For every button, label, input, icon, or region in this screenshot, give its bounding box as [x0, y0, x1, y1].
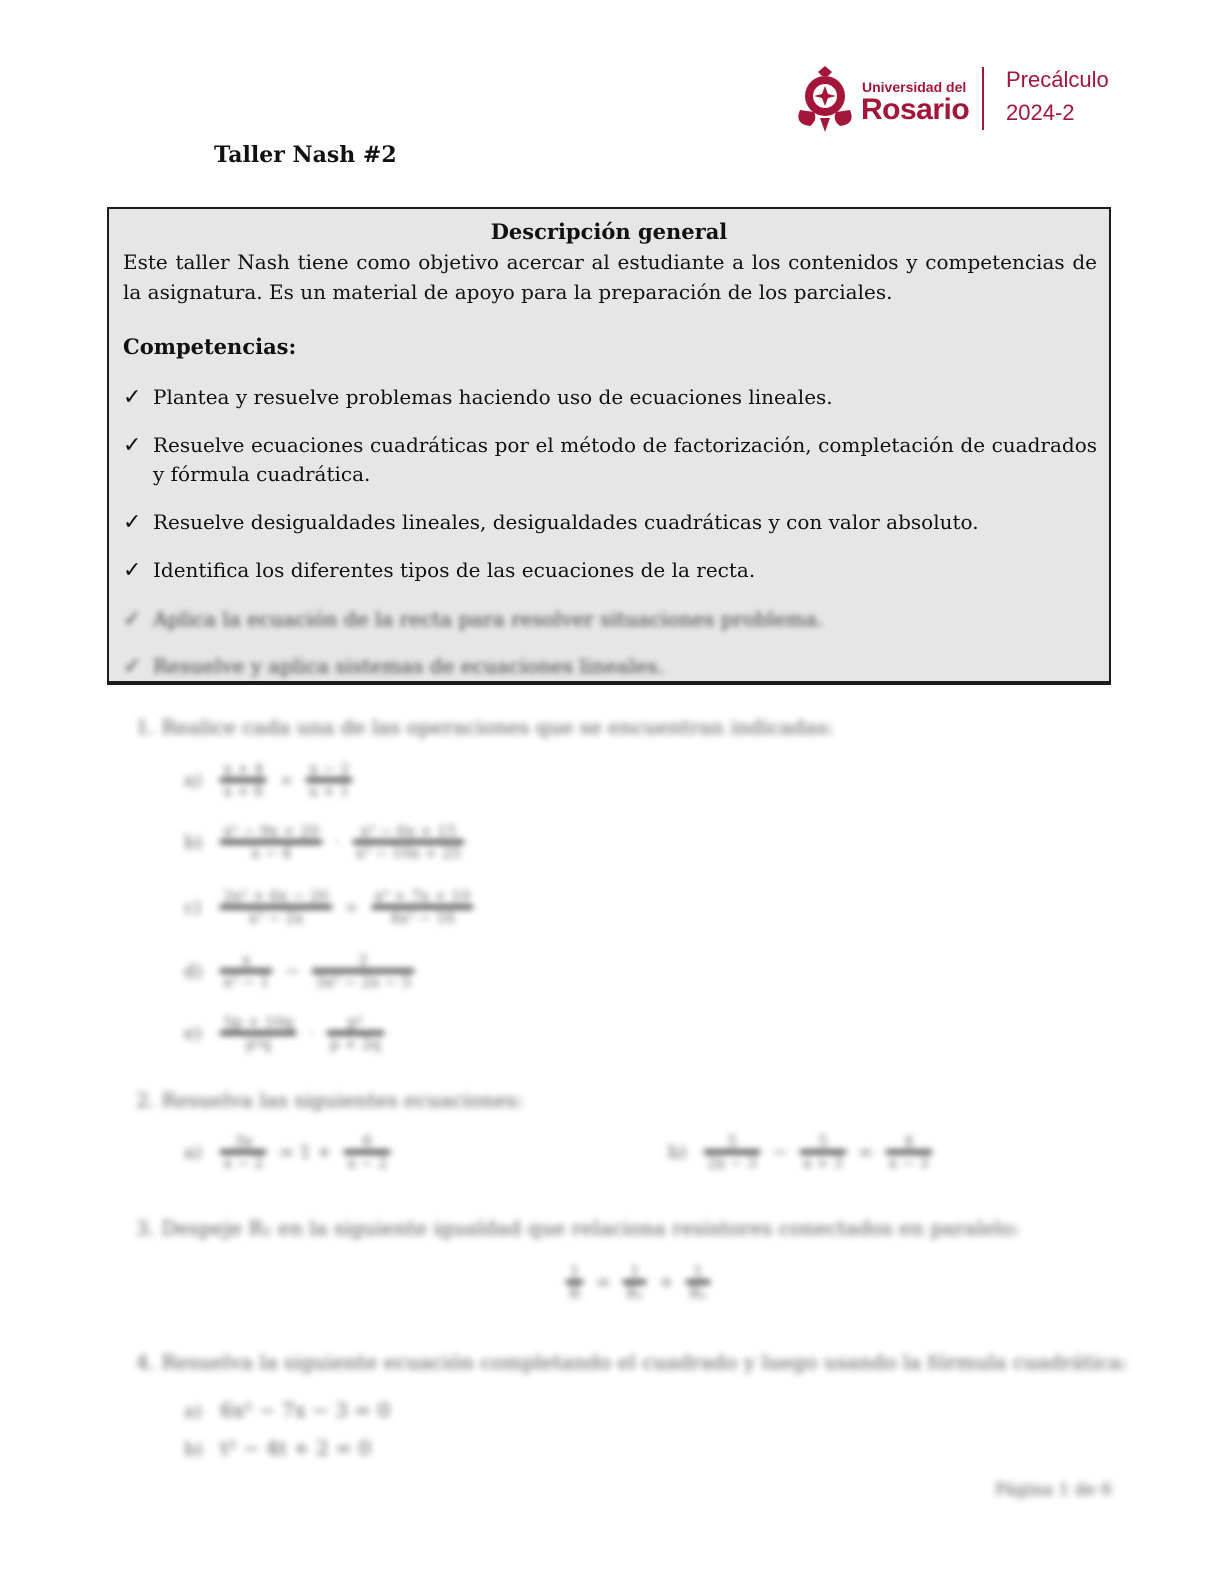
- numerator: x − 2: [309, 760, 350, 778]
- operator: = 1 +: [278, 1141, 332, 1163]
- numerator: 5: [727, 1132, 737, 1150]
- competencia-item: [123, 431, 1097, 489]
- operator: −: [772, 1141, 788, 1163]
- denominator: x² − 2x: [248, 909, 304, 927]
- operator: ÷: [278, 769, 294, 791]
- numerator: 1: [629, 1262, 640, 1280]
- fraction: [686, 1262, 709, 1302]
- problem-1b: [184, 822, 464, 862]
- description-heading: Descripción general: [490, 219, 728, 244]
- numerator: 3x: [234, 1132, 253, 1150]
- denominator: x² − 1: [223, 973, 270, 991]
- fraction: [220, 887, 331, 927]
- numerator: 6: [362, 1132, 373, 1150]
- competencia-text: Resuelve desigualdades lineales, desigualdades cuadráticas y con valor absoluto.: [153, 510, 979, 534]
- numerator: x² − 6x + 15: [360, 822, 457, 840]
- check-icon: ✓: [123, 607, 142, 632]
- denominator: p²q: [245, 1035, 271, 1053]
- expression: t² − 4t + 2 = 0: [220, 1436, 372, 1460]
- problem-1e: [184, 1013, 384, 1053]
- logo-text-top: Universidad del: [862, 79, 967, 95]
- numerator: x: [242, 951, 251, 969]
- check-icon: ✓: [123, 558, 142, 583]
- operator: ·: [334, 831, 341, 853]
- problem-1-statement: 1. Realice cada una de las operaciones que se encuentran indicadas:: [136, 715, 834, 739]
- item-label: b): [668, 1141, 687, 1163]
- competencia-text: Resuelve ecuaciones cuadráticas por el método de factorización, completación de cuadrados y fórmula cuadrática.: [153, 433, 1097, 486]
- numerator: x² + 7x + 10: [374, 887, 471, 905]
- rosario-shield-emblem-icon: [792, 66, 858, 132]
- competencia-text: Aplica la ecuación de la recta para resolver situaciones problema.: [153, 607, 824, 631]
- problem-2-statement: 2. Resuelva las siguientes ecuaciones:: [136, 1088, 524, 1112]
- item-label: d): [184, 960, 203, 982]
- fraction: [220, 1132, 266, 1172]
- fraction: [306, 760, 352, 800]
- item-label: b): [184, 831, 203, 853]
- numerator: x + 4: [223, 760, 264, 778]
- denominator: x − 2: [347, 1154, 388, 1172]
- problem-4b: [184, 1436, 371, 1460]
- denominator: x + 6: [223, 782, 264, 800]
- denominator: x + 3: [802, 1154, 843, 1172]
- fraction: [312, 951, 414, 991]
- competencia-item: [123, 652, 1097, 681]
- problem-1c: [184, 887, 473, 927]
- check-icon: ✓: [123, 385, 142, 410]
- header-divider: [982, 67, 984, 130]
- check-icon: ✓: [123, 654, 142, 679]
- course-term: 2024-2: [1006, 100, 1075, 125]
- problem-4a: [184, 1398, 390, 1422]
- university-logo: [792, 66, 970, 134]
- fraction: [800, 1132, 846, 1172]
- fraction: [372, 887, 474, 927]
- competencia-item: [123, 508, 1097, 537]
- problem-3-statement: 3. Despeje R₁ en la siguiente igualdad que relaciona resistores conectados en paralelo:: [136, 1216, 1020, 1240]
- competencia-item: [123, 556, 1097, 585]
- fraction: [704, 1132, 760, 1172]
- numerator: p²: [347, 1013, 363, 1031]
- numerator: 5p + 10q: [223, 1013, 294, 1031]
- operator: −: [284, 960, 300, 982]
- problem-1a: [184, 760, 352, 800]
- operator: ÷: [344, 896, 360, 918]
- denominator: x − 2: [223, 1154, 264, 1172]
- denominator: x² − 10x + 25: [355, 844, 461, 862]
- denominator: 4x² − 16: [389, 909, 455, 927]
- fraction: [886, 1132, 932, 1172]
- competencia-text: Resuelve y aplica sistemas de ecuaciones lineales.: [153, 654, 664, 678]
- item-label: c): [184, 896, 202, 918]
- item-label: a): [184, 769, 202, 791]
- denominator: x − 3: [888, 1154, 929, 1172]
- numerator: x² − 9x + 20: [223, 822, 320, 840]
- competencias-heading: Competencias:: [123, 334, 297, 359]
- denominator: 3x² − 2x − 5: [315, 973, 412, 991]
- description-box: [107, 207, 1111, 685]
- logo-text-main: Rosario: [861, 93, 970, 126]
- numerator: 4: [904, 1132, 914, 1150]
- numerator: 2x² + 6x − 20: [223, 887, 329, 905]
- check-icon: ✓: [123, 510, 142, 535]
- problem-4-statement: 4. Resuelva la siguiente ecuación completando el cuadrado y luego usando la fórmula cuadrática:: [136, 1350, 1128, 1374]
- denominator: x − 4: [251, 844, 292, 862]
- competencia-text: Plantea y resuelve problemas haciendo uso de ecuaciones lineales.: [153, 385, 833, 409]
- course-name: Precálculo: [1006, 67, 1109, 92]
- document-title: Taller Nash #2: [214, 142, 397, 168]
- competencia-text: Identifica los diferentes tipos de las ecuaciones de la recta.: [153, 558, 756, 582]
- denominator: R₁: [626, 1284, 644, 1302]
- fraction: [623, 1262, 646, 1302]
- denominator: R₂: [689, 1284, 707, 1302]
- numerator: 1: [693, 1262, 703, 1280]
- fraction: [353, 822, 464, 862]
- fraction: [344, 1132, 390, 1172]
- fraction: [220, 822, 322, 862]
- fraction: [220, 951, 272, 991]
- check-icon: ✓: [123, 433, 142, 458]
- competencia-item: [123, 605, 1097, 634]
- problem-2b: [668, 1132, 932, 1172]
- competencia-item: [123, 383, 1097, 412]
- operator: ·: [308, 1022, 315, 1044]
- item-label: a): [184, 1401, 202, 1422]
- denominator: R: [569, 1284, 581, 1302]
- fraction: [220, 760, 266, 800]
- problem-2a: [184, 1132, 390, 1172]
- denominator: x + 1: [309, 782, 350, 800]
- fraction: [220, 1013, 296, 1053]
- problem-3-equation: $\frac{1}{R}$ = $\frac{1}{\text{R₁}}$ + $\frac{1}{\text{R₂}}$: [566, 1262, 710, 1302]
- numerator: 2: [358, 951, 368, 969]
- fraction: [327, 1013, 384, 1053]
- item-label: e): [184, 1022, 202, 1044]
- item-label: b): [184, 1439, 203, 1460]
- page-number: Página 1 de 6: [995, 1480, 1112, 1500]
- operator: =: [858, 1141, 874, 1163]
- description-text: Este taller Nash tiene como objetivo acercar al estudiante a los contenidos y competencias de la asignatura. Es un material de apoyo para la preparación de los parciales.: [123, 250, 1097, 304]
- problem-1d: [184, 951, 414, 991]
- denominator: 2x − 3: [707, 1154, 758, 1172]
- fraction: [566, 1262, 583, 1302]
- numerator: 1: [569, 1262, 580, 1280]
- numerator: 5: [818, 1132, 828, 1150]
- item-label: a): [184, 1141, 202, 1163]
- expression: 6x² − 7x − 3 = 0: [220, 1398, 391, 1422]
- denominator: p + 2q: [329, 1035, 381, 1053]
